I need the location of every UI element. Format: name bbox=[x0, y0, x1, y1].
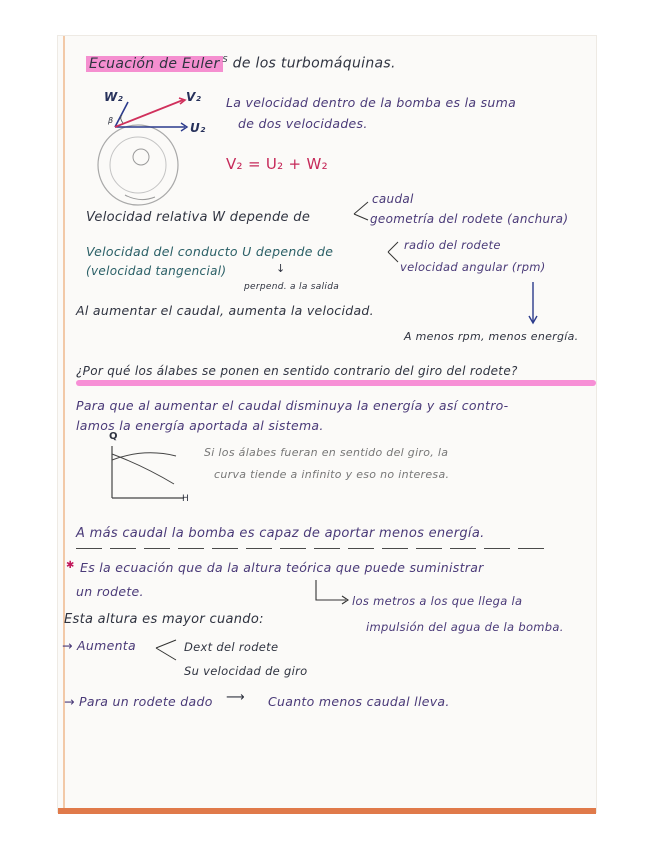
separator-dash bbox=[76, 548, 102, 549]
height-line: Esta altura es mayor cuando: bbox=[64, 612, 264, 627]
statement-line: Al aumentar el caudal, aumenta la velocidad. bbox=[76, 303, 374, 318]
conduct-top: radio del rodete bbox=[404, 238, 501, 252]
brace-arrows-1 bbox=[352, 196, 372, 226]
title-superscript: S bbox=[222, 55, 228, 64]
euler-line-2: un rodete. bbox=[76, 584, 144, 599]
intro-line-2: de dos velocidades. bbox=[238, 116, 368, 131]
separator-dash bbox=[416, 548, 442, 549]
summary-line: A más caudal la bomba es capaz de aportar menos energía. bbox=[76, 526, 485, 541]
separator-dash bbox=[348, 548, 374, 549]
separator-dash bbox=[246, 548, 272, 549]
graph-note-2: curva tiende a infinito y eso no interesa. bbox=[214, 468, 450, 481]
separator-dash bbox=[484, 548, 510, 549]
beta-label: β bbox=[108, 116, 114, 125]
height-option-1: Dext del rodete bbox=[184, 640, 279, 654]
conduct-bottom: velocidad angular (rpm) bbox=[400, 260, 546, 274]
separator-dash bbox=[144, 548, 170, 549]
question-line: ¿Por qué los álabes se ponen en sentido contrario del giro del rodete? bbox=[76, 364, 518, 378]
separator-dash bbox=[280, 548, 306, 549]
euler-branch-2: impulsión del agua de la bomba. bbox=[366, 620, 564, 634]
relative-velocity-label: Velocidad relativa W depende de bbox=[86, 210, 311, 225]
last-line-end: Cuanto menos caudal lleva. bbox=[268, 694, 450, 709]
branch-arrows-3 bbox=[154, 636, 182, 666]
relative-bottom: geometría del rodete (anchura) bbox=[370, 212, 569, 226]
height-option-2: Su velocidad de giro bbox=[184, 664, 308, 678]
graph-x-label: H bbox=[182, 494, 190, 504]
bullet-icon: ✱ bbox=[66, 560, 75, 571]
separator-dash bbox=[450, 548, 476, 549]
conduct-velocity-label: Velocidad del conducto U depende de bbox=[86, 244, 334, 259]
separator-dash bbox=[212, 548, 238, 549]
graph-y-label: Q bbox=[109, 431, 118, 442]
separator-dash bbox=[382, 548, 408, 549]
page-bottom-edge bbox=[58, 808, 596, 814]
intro-line-1: La velocidad dentro de la bomba es la suma bbox=[226, 95, 517, 110]
title-highlight: Ecuación de Euler bbox=[86, 56, 223, 72]
u2-label: U₂ bbox=[190, 121, 206, 135]
velocity-formula: V₂ = U₂ + W₂ bbox=[226, 155, 328, 173]
branch-arrow bbox=[312, 580, 352, 608]
conduct-arrow-note: perpend. a la salida bbox=[244, 282, 340, 292]
separator-dash bbox=[314, 548, 340, 549]
euler-branch-1: los metros a los que llega la bbox=[352, 594, 523, 608]
separator-dash bbox=[178, 548, 204, 549]
statement-conclusion: A menos rpm, menos energía. bbox=[404, 330, 579, 343]
answer-line-1: Para que al aumentar el caudal disminuya la energía y así contro- bbox=[76, 398, 509, 413]
brace-arrows-2 bbox=[386, 236, 400, 272]
long-down-arrow bbox=[526, 282, 540, 326]
euler-line-1: Es la ecuación que da la altura teórica que puede suministrar bbox=[80, 560, 484, 575]
w2-label: W₂ bbox=[104, 90, 124, 104]
down-arrow: ↓ bbox=[276, 262, 286, 275]
relative-top: caudal bbox=[372, 192, 414, 206]
separator-dash bbox=[518, 548, 544, 549]
page-title bbox=[86, 55, 396, 72]
conduct-velocity-sub: (velocidad tangencial) bbox=[86, 264, 227, 278]
v2-label: V₂ bbox=[186, 90, 202, 104]
separator-dash bbox=[110, 548, 136, 549]
question-underline bbox=[76, 380, 596, 386]
answer-line-2: lamos la energía aportada al sistema. bbox=[76, 418, 324, 433]
title-rest: de los turbomáquinas. bbox=[232, 55, 396, 72]
graph-note-1: Si los álabes fueran en sentido del giro, la bbox=[204, 446, 449, 459]
height-arrow-label: → Aumenta bbox=[62, 638, 136, 653]
velocity-diagram bbox=[95, 85, 225, 215]
last-line-start: → Para un rodete dado bbox=[64, 694, 213, 709]
right-arrow-icon: ⟶ bbox=[226, 690, 245, 705]
